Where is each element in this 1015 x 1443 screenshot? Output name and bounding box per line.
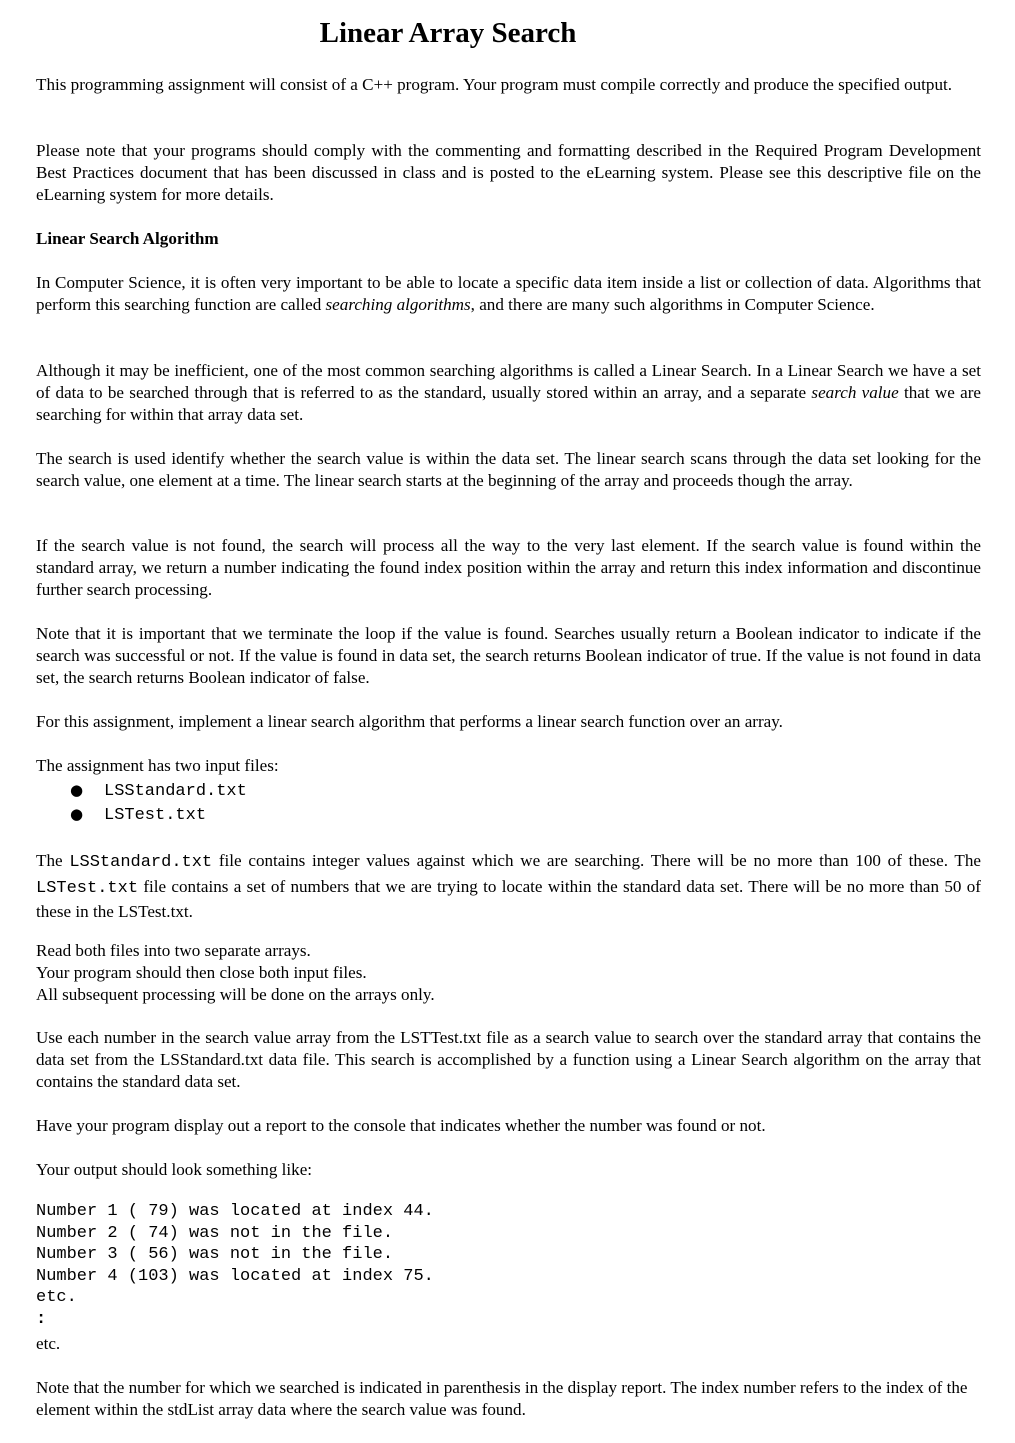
implement-paragraph: For this assignment, implement a linear search algorithm that performs a linear search function over an array.: [36, 712, 783, 731]
text-span: Although it may be inefficient, one of the most common searching algorithms is called a Linear Search. In a Linear Search we have a set of data to be searched through that is referred to as the standard, usually stored within an array, and a separate: [36, 361, 981, 402]
code-line: Number 1 ( 79) was located at index 44.: [36, 1202, 434, 1221]
text-span: The: [36, 851, 70, 870]
etc-line: etc.: [36, 1334, 61, 1353]
bullet-icon: ●: [70, 781, 84, 799]
text-span: file contains a set of numbers that we are trying to locate within the standard data set. There will be no more than 50 of these in the LSTest.txt.: [36, 876, 981, 921]
final-paragraph: Note that the number for which we searched is indicated in parenthesis in the display report. The index number refers to the index of the element within the stdList array data where the search value was found.: [36, 1378, 968, 1419]
text-span: In Computer Science, it is often very important to be able to locate a specific data item inside a list or collection of data. Algorithms that perform this searching function are called: [36, 273, 981, 314]
input-file-list: [36, 778, 247, 826]
bullet-icon: ●: [70, 805, 84, 823]
intro-paragraph: This programming assignment will consist of a C++ program. Your program must compile correctly and produce the specified output.: [36, 75, 953, 94]
code-line: etc.: [36, 1288, 77, 1308]
text-line: Read both files into two separate arrays.: [36, 941, 311, 960]
files-description-paragraph: [36, 849, 981, 924]
code-line: Number 4 (103) was located at index 75.: [36, 1266, 434, 1286]
search-usage-paragraph: The search is used identify whether the search value is within the data set. The linear search scans through the data set looking for the search value, one element at a time. The linear search starts at the beginning of the array and proceeds though the array.: [36, 449, 981, 490]
file-name: LSTest.txt: [104, 806, 207, 825]
best-practices-paragraph: Please note that your programs should comply with the commenting and formatting described in the Required Program Development Best Practices document that has been discussed in class and is posted to the eLearning system. Please see this descriptive file on the eLearning system for more details.: [36, 141, 981, 204]
section-heading: Linear Search Algorithm: [36, 229, 219, 248]
list-item: [36, 778, 247, 802]
output-intro: Your output should look something like:: [36, 1160, 313, 1179]
text-line: All subsequent processing will be done on the arrays only.: [36, 985, 435, 1004]
terminate-loop-paragraph: Note that it is important that we terminate the loop if the value is found. Searches usually return a Boolean indicator to indicate if the search was successful or not. If the value is found in data set, the search returns Boolean indicator of true. If the value is not found in data set, the search returns Boolean indicator of false.: [36, 624, 981, 687]
sample-output: [36, 1201, 434, 1331]
computer-science-paragraph: [36, 272, 981, 316]
text-span: , and there are many such algorithms in Computer Science.: [470, 295, 875, 314]
not-found-paragraph: If the search value is not found, the search will process all the way to the very last element. If the search value is found within the standard array, we return a number indicating the found index position within the array and return this index information and discontinue further search processing.: [36, 536, 981, 599]
file-name: LSTest.txt: [36, 878, 139, 898]
code-line: Number 3 ( 56) was not in the file.: [36, 1245, 394, 1265]
code-line: Number 2 ( 74) was not in the file.: [36, 1223, 394, 1243]
code-line: :: [36, 1309, 47, 1329]
page-title: Linear Array Search: [319, 17, 577, 49]
file-name: LSStandard.txt: [69, 853, 213, 872]
input-files-intro: The assignment has two input files:: [36, 756, 279, 775]
text-span: file contains integer values against which we are searching. There will be no more than 100 of these. The: [212, 851, 981, 870]
read-files-lines: [36, 940, 981, 1006]
italic-term: search value: [811, 383, 899, 402]
italic-term: searching algorithms: [325, 295, 471, 314]
text-span: that we are searching for within that array data set.: [36, 383, 981, 424]
use-search-value-paragraph: Use each number in the search value array from the LSTTest.txt file as a search value to search over the standard array that contains the data set from the LSStandard.txt data file. This search is accomplished by a function using a Linear Search algorithm on the array that contains the standard data set.: [36, 1028, 981, 1091]
text-line: Your program should then close both input files.: [36, 963, 367, 982]
report-paragraph: Have your program display out a report to the console that indicates whether the number was found or not.: [36, 1116, 766, 1135]
linear-search-paragraph: [36, 360, 981, 426]
file-name: LSStandard.txt: [104, 782, 247, 801]
list-item: [36, 802, 247, 826]
